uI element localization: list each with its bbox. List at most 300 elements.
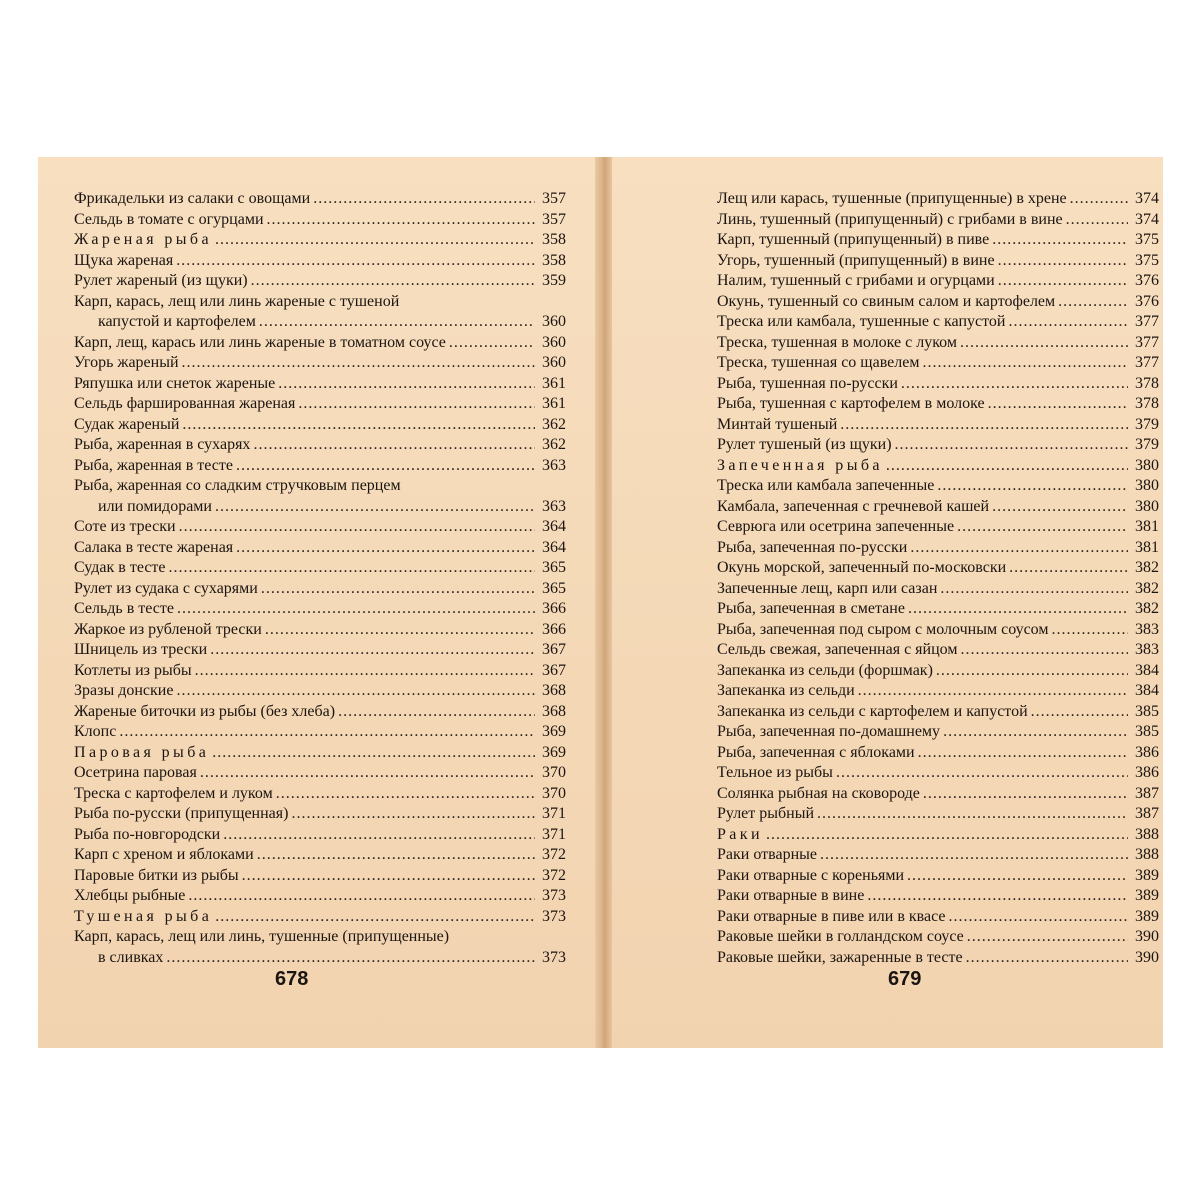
toc-entry xyxy=(717,292,1159,313)
toc-entry xyxy=(74,292,566,313)
toc-entry-title: Рыба по-русски (припущенная) xyxy=(74,805,289,822)
toc-entry-title: Рулет жареный (из щуки) xyxy=(74,272,248,289)
left-toc-list xyxy=(74,189,566,968)
toc-entry xyxy=(717,620,1159,641)
toc-entry-title: Рыба, тушенная с картофелем в молоке xyxy=(717,395,985,412)
dot-leader xyxy=(1058,292,1128,313)
dot-leader xyxy=(949,907,1129,928)
toc-entry-page: 364 xyxy=(542,518,566,535)
toc-entry xyxy=(717,517,1159,538)
toc-entry-page: 379 xyxy=(1135,415,1159,433)
toc-entry-page: 364 xyxy=(542,538,566,556)
toc-entry-page: 382 xyxy=(1135,579,1159,597)
toc-entry-title: Сельдь свежая, запеченная с яйцом xyxy=(717,641,958,658)
toc-entry-page: 363 xyxy=(542,497,566,515)
toc-entry xyxy=(74,435,566,456)
toc-entry xyxy=(717,230,1159,251)
toc-entry-title: Лещ или карась, тушенные (припущенные) в хрене xyxy=(717,190,1067,207)
dot-leader xyxy=(236,538,535,559)
toc-entry-title: Окунь морской, запеченный по-московски xyxy=(717,559,1007,576)
dot-leader xyxy=(943,722,1128,743)
toc-entry-title: Соте из трески xyxy=(74,518,176,535)
toc-entry xyxy=(717,886,1159,907)
dot-leader xyxy=(236,456,535,477)
toc-entry-title: Рыба, запеченная по-русски xyxy=(717,538,908,556)
toc-entry-page: 383 xyxy=(1135,641,1159,658)
dot-leader xyxy=(253,435,535,456)
toc-entry xyxy=(74,394,566,415)
toc-entry-title: Тельное из рыбы xyxy=(717,764,833,781)
toc-entry-page: 381 xyxy=(1135,518,1159,535)
toc-entry-title: Треска, тушенная со щавелем xyxy=(717,354,920,371)
dot-leader xyxy=(886,456,1128,477)
dot-leader xyxy=(313,189,535,210)
dot-leader xyxy=(992,230,1128,251)
toc-entry xyxy=(74,927,566,948)
toc-entry-title: Запеканка из сельди (форшмак) xyxy=(717,661,933,679)
toc-entry xyxy=(74,825,566,846)
toc-entry xyxy=(74,784,566,805)
dot-leader xyxy=(910,538,1128,559)
toc-entry-title: Судак жареный xyxy=(74,415,180,433)
book-spine xyxy=(595,157,612,1048)
dot-leader xyxy=(298,394,535,415)
toc-entry xyxy=(717,681,1159,702)
toc-entry-title: Запеканка из сельди с картофелем и капустой xyxy=(717,702,1028,720)
toc-entry-title: Осетрина паровая xyxy=(74,764,197,781)
toc-entry-page: 387 xyxy=(1135,805,1159,822)
dot-leader xyxy=(836,763,1128,784)
toc-entry xyxy=(74,271,566,292)
dot-leader xyxy=(176,251,535,272)
left-page-number: 678 xyxy=(275,968,309,990)
toc-entry-title: Шницель из трески xyxy=(74,641,208,658)
dot-leader xyxy=(937,476,1128,497)
toc-entry xyxy=(74,886,566,907)
toc-entry-page: 377 xyxy=(1135,333,1159,351)
toc-entry-title: Линь, тушенный (припущенный) с грибами в вине xyxy=(717,210,1063,228)
toc-entry xyxy=(717,804,1159,825)
toc-section-heading xyxy=(74,907,566,928)
dot-leader xyxy=(988,394,1128,415)
toc-entry xyxy=(74,374,566,395)
toc-entry-page: 360 xyxy=(542,333,566,351)
toc-entry-title: Хлебцы рыбные xyxy=(74,887,186,904)
toc-entry-page: 374 xyxy=(1135,210,1159,228)
dot-leader xyxy=(998,271,1128,292)
toc-entry-page: 368 xyxy=(542,682,566,699)
toc-entry-page: 379 xyxy=(1135,436,1159,453)
toc-entry-title: Рыба по-новгородски xyxy=(74,825,221,843)
dot-leader xyxy=(858,681,1128,702)
toc-entry-page: 380 xyxy=(1135,477,1159,494)
toc-entry-page: 358 xyxy=(542,231,566,248)
toc-entry-page: 377 xyxy=(1135,354,1159,371)
dot-leader xyxy=(940,579,1128,600)
toc-entry xyxy=(717,312,1159,333)
toc-entry xyxy=(717,497,1159,518)
dot-leader xyxy=(276,784,535,805)
toc-entry xyxy=(74,189,566,210)
toc-entry-page: 378 xyxy=(1135,395,1159,412)
dot-leader xyxy=(966,948,1128,969)
toc-section-heading xyxy=(74,230,566,251)
toc-entry xyxy=(717,722,1159,743)
toc-entry-title: Карп, карась, лещ или линь, тушенные (припущенные) xyxy=(74,928,450,945)
dot-leader xyxy=(960,640,1128,661)
toc-entry xyxy=(717,907,1159,928)
toc-entry-page: 380 xyxy=(1135,497,1159,515)
toc-entry-page: 361 xyxy=(542,395,566,412)
right-page xyxy=(612,157,1163,1048)
dot-leader xyxy=(840,415,1128,436)
toc-entry-page: 389 xyxy=(1135,887,1159,904)
toc-entry-page: 369 xyxy=(542,723,566,740)
dot-leader xyxy=(179,517,535,538)
toc-entry-page: 383 xyxy=(1135,620,1159,638)
toc-entry-title: Жареные биточки из рыбы (без хлеба) xyxy=(74,702,336,720)
toc-entry-title: Севрюга или осетрина запеченные xyxy=(717,518,955,535)
toc-entry-page: 376 xyxy=(1135,272,1159,289)
toc-entry-title: Судак в тесте xyxy=(74,559,166,576)
dot-leader xyxy=(907,866,1128,887)
toc-entry-title: Налим, тушенный с грибами и огурцами xyxy=(717,272,995,289)
dot-leader xyxy=(998,251,1128,272)
dot-leader xyxy=(166,948,535,969)
open-book xyxy=(38,157,1163,1048)
toc-entry xyxy=(717,661,1159,682)
toc-entry xyxy=(74,517,566,538)
toc-entry xyxy=(74,353,566,374)
toc-entry-page: 360 xyxy=(542,354,566,371)
toc-entry xyxy=(717,271,1159,292)
toc-entry-title: Раки отварные в вине xyxy=(717,887,865,904)
toc-entry-title: Паровые битки из рыбы xyxy=(74,866,239,884)
toc-entry-title: Клопс xyxy=(74,723,117,740)
toc-entry xyxy=(717,476,1159,497)
dot-leader xyxy=(215,230,535,251)
toc-entry-title: Жареная рыба xyxy=(74,231,212,248)
toc-entry-page: 371 xyxy=(542,805,566,822)
dot-leader xyxy=(449,333,535,354)
toc-entry-title: Раковые шейки, зажаренные в тесте xyxy=(717,948,963,966)
dot-leader xyxy=(867,886,1128,907)
toc-entry xyxy=(74,640,566,661)
toc-entry-title: в сливках xyxy=(98,948,164,966)
toc-entry-title: Солянка рыбная на сковороде xyxy=(717,784,920,802)
dot-leader xyxy=(1008,312,1128,333)
right-page-number: 679 xyxy=(888,968,922,990)
toc-entry-page: 388 xyxy=(1135,846,1159,863)
dot-leader xyxy=(820,845,1128,866)
toc-entry xyxy=(717,435,1159,456)
toc-entry-title: Рыба, запеченная в сметане xyxy=(717,600,905,617)
toc-entry xyxy=(717,640,1159,661)
toc-entry-page: 386 xyxy=(1135,743,1159,761)
dot-leader xyxy=(261,579,535,600)
toc-entry-page: 372 xyxy=(542,846,566,863)
toc-entry xyxy=(74,579,566,600)
toc-entry xyxy=(74,476,566,497)
toc-entry-title: Карп, тушенный (припущенный) в пиве xyxy=(717,231,990,248)
toc-entry-page: 385 xyxy=(1135,723,1159,740)
toc-entry xyxy=(74,415,566,436)
dot-leader xyxy=(212,743,535,764)
dot-leader xyxy=(210,640,535,661)
toc-entry-page: 389 xyxy=(1135,866,1159,884)
toc-entry-title: Зразы донские xyxy=(74,682,174,699)
toc-entry xyxy=(74,722,566,743)
toc-entry-title: Треска или камбала запеченные xyxy=(717,477,935,494)
toc-entry xyxy=(74,251,566,272)
dot-leader xyxy=(265,620,535,641)
toc-entry-title: Карп, карась, лещ или линь жареные с тушеной xyxy=(74,292,400,310)
toc-entry-page: 359 xyxy=(542,272,566,289)
toc-entry-title: Треска с картофелем и луком xyxy=(74,784,273,802)
toc-entry-title: Сельдь фаршированная жареная xyxy=(74,395,296,412)
dot-leader xyxy=(908,599,1128,620)
toc-entry-title: Рыба, тушенная по-русски xyxy=(717,374,898,392)
toc-entry-page: 361 xyxy=(542,374,566,392)
toc-entry xyxy=(717,927,1159,948)
toc-entry-page: 384 xyxy=(1135,661,1159,679)
toc-entry-page: 381 xyxy=(1135,538,1159,556)
dot-leader xyxy=(278,374,535,395)
toc-entry-title: Камбала, запеченная с гречневой кашей xyxy=(717,497,990,515)
dot-leader xyxy=(918,743,1128,764)
toc-entry-page: 367 xyxy=(542,661,566,679)
toc-entry-title: Ряпушка или снеток жареные xyxy=(74,374,276,392)
dot-leader xyxy=(177,599,535,620)
toc-entry-title: Раки отварные xyxy=(717,846,817,863)
dot-leader xyxy=(936,661,1128,682)
toc-entry xyxy=(74,702,566,723)
toc-entry xyxy=(717,374,1159,395)
toc-entry xyxy=(717,784,1159,805)
toc-entry-page: 390 xyxy=(1135,948,1159,966)
toc-entry-page: 366 xyxy=(542,620,566,638)
toc-entry xyxy=(717,558,1159,579)
dot-leader xyxy=(960,333,1128,354)
dot-leader xyxy=(992,497,1128,518)
toc-entry-title: Треска или камбала, тушенные с капустой xyxy=(717,313,1006,330)
toc-entry xyxy=(717,333,1159,354)
toc-entry xyxy=(717,189,1159,210)
dot-leader xyxy=(251,271,535,292)
toc-entry xyxy=(717,210,1159,231)
toc-entry-title: Запеченная рыба xyxy=(717,456,883,474)
toc-entry-page: 366 xyxy=(542,600,566,617)
toc-entry-page: 365 xyxy=(542,579,566,597)
toc-entry-title: Треска, тушенная в молоке с луком xyxy=(717,333,957,351)
toc-entry xyxy=(717,538,1159,559)
toc-entry-title: Рыба, жаренная со сладким стручковым перцем xyxy=(74,477,401,494)
toc-entry xyxy=(717,251,1159,272)
toc-entry-page: 375 xyxy=(1135,251,1159,269)
toc-entry-page: 373 xyxy=(542,948,566,966)
toc-entry-title: Раки xyxy=(717,825,763,843)
toc-section-heading xyxy=(717,825,1159,846)
toc-entry-page: 385 xyxy=(1135,702,1159,720)
toc-entry-page: 390 xyxy=(1135,928,1159,945)
toc-entry-page: 369 xyxy=(542,743,566,761)
toc-entry xyxy=(74,866,566,887)
dot-leader xyxy=(923,784,1128,805)
toc-entry-title: Рыба, запеченная с яблоками xyxy=(717,743,915,761)
toc-entry-title: Карп, лещ, карась или линь жареные в томатном соусе xyxy=(74,333,446,351)
toc-entry-title: Раки отварные в пиве или в квасе xyxy=(717,907,946,925)
dot-leader xyxy=(1031,702,1128,723)
dot-leader xyxy=(895,435,1128,456)
toc-entry-title: Сельдь в тесте xyxy=(74,600,174,617)
toc-entry-title: Раковые шейки в голландском соусе xyxy=(717,928,964,945)
dot-leader xyxy=(267,210,535,231)
toc-entry xyxy=(74,599,566,620)
toc-entry xyxy=(717,415,1159,436)
toc-entry xyxy=(74,845,566,866)
dot-leader xyxy=(200,763,535,784)
toc-section-heading xyxy=(74,743,566,764)
toc-entry-title: Окунь, тушенный со свиным салом и картофелем xyxy=(717,292,1056,310)
toc-entry xyxy=(74,948,566,969)
toc-entry-title: Тушеная рыба xyxy=(74,907,213,925)
toc-entry-title: Рулет рыбный xyxy=(717,805,815,822)
toc-entry-page: 368 xyxy=(542,702,566,720)
toc-entry-title: Фрикадельки из салаки с овощами xyxy=(74,190,311,207)
toc-entry xyxy=(717,866,1159,887)
toc-entry-page: 373 xyxy=(542,887,566,904)
toc-entry-page: 386 xyxy=(1135,764,1159,781)
toc-entry-title: Рыба, жаренная в сухарях xyxy=(74,436,251,453)
dot-leader xyxy=(176,681,535,702)
dot-leader xyxy=(1052,620,1129,641)
toc-entry-title: Минтай тушеный xyxy=(717,415,838,433)
toc-entry xyxy=(717,948,1159,969)
dot-leader xyxy=(195,661,535,682)
toc-entry xyxy=(717,599,1159,620)
toc-section-heading xyxy=(717,456,1159,477)
toc-entry xyxy=(74,210,566,231)
dot-leader xyxy=(766,825,1128,846)
toc-entry-title: Угорь жареный xyxy=(74,354,179,371)
toc-entry-title: Салака в тесте жареная xyxy=(74,538,234,556)
toc-entry-page: 358 xyxy=(542,251,566,269)
dot-leader xyxy=(967,927,1128,948)
toc-entry-page: 357 xyxy=(542,190,566,207)
toc-entry-page: 360 xyxy=(542,313,566,330)
dot-leader xyxy=(182,353,535,374)
toc-entry xyxy=(74,312,566,333)
toc-entry-page: 380 xyxy=(1135,456,1159,474)
dot-leader xyxy=(922,353,1128,374)
toc-entry-title: Запеченные лещ, карп или сазан xyxy=(717,579,938,597)
toc-entry-page: 362 xyxy=(542,415,566,433)
toc-entry xyxy=(717,845,1159,866)
dot-leader xyxy=(291,804,535,825)
toc-entry xyxy=(717,702,1159,723)
toc-entry xyxy=(717,394,1159,415)
dot-leader xyxy=(338,702,535,723)
dot-leader xyxy=(215,907,535,928)
dot-leader xyxy=(1066,210,1128,231)
toc-entry-title: Запеканка из сельди xyxy=(717,682,855,699)
toc-entry-page: 363 xyxy=(542,456,566,474)
toc-entry-page: 367 xyxy=(542,641,566,658)
toc-entry-title: Рыба, жаренная в тесте xyxy=(74,456,233,474)
toc-entry xyxy=(717,579,1159,600)
toc-entry-page: 373 xyxy=(542,907,566,925)
toc-entry-page: 374 xyxy=(1135,190,1159,207)
toc-entry-title: капустой и картофелем xyxy=(98,313,256,330)
toc-entry-page: 372 xyxy=(542,866,566,884)
toc-entry-page: 387 xyxy=(1135,784,1159,802)
toc-entry xyxy=(74,620,566,641)
toc-entry xyxy=(74,538,566,559)
toc-entry-page: 357 xyxy=(542,210,566,228)
toc-entry xyxy=(74,661,566,682)
dot-leader xyxy=(215,497,535,518)
toc-entry-page: 382 xyxy=(1135,600,1159,617)
toc-entry-title: Раки отварные с кореньями xyxy=(717,866,905,884)
dot-leader xyxy=(119,722,535,743)
dot-leader xyxy=(188,886,535,907)
right-toc-list xyxy=(717,189,1159,968)
toc-entry-page: 389 xyxy=(1135,907,1159,925)
toc-entry-title: Рулет из судака с сухарями xyxy=(74,579,258,597)
toc-entry-title: Рулет тушеный (из щуки) xyxy=(717,436,892,453)
toc-entry-page: 375 xyxy=(1135,231,1159,248)
toc-entry-page: 371 xyxy=(542,825,566,843)
toc-entry-page: 388 xyxy=(1135,825,1159,843)
dot-leader xyxy=(257,845,535,866)
toc-entry-page: 377 xyxy=(1135,313,1159,330)
toc-entry-title: Жаркое из рубленой трески xyxy=(74,620,262,638)
toc-entry xyxy=(717,743,1159,764)
dot-leader xyxy=(223,825,535,846)
toc-entry xyxy=(74,333,566,354)
toc-entry-title: Рыба, запеченная по-домашнему xyxy=(717,723,941,740)
toc-entry-title: Угорь, тушенный (припущенный) в вине xyxy=(717,251,995,269)
left-page xyxy=(38,157,595,1048)
toc-entry-page: 365 xyxy=(542,559,566,576)
toc-entry xyxy=(717,763,1159,784)
dot-leader xyxy=(901,374,1128,395)
toc-entry-title: Сельдь в томате с огурцами xyxy=(74,210,264,228)
dot-leader xyxy=(1009,558,1128,579)
toc-entry-page: 378 xyxy=(1135,374,1159,392)
toc-entry-title: или помидорами xyxy=(98,497,212,515)
dot-leader xyxy=(182,415,535,436)
dot-leader xyxy=(169,558,535,579)
toc-entry-title: Котлеты из рыбы xyxy=(74,661,192,679)
toc-entry-title: Щука жареная xyxy=(74,251,174,269)
toc-entry-title: Карп с хреном и яблоками xyxy=(74,846,254,863)
toc-entry-title: Паровая рыба xyxy=(74,743,210,761)
toc-entry xyxy=(74,456,566,477)
toc-entry xyxy=(74,497,566,518)
dot-leader xyxy=(1070,189,1128,210)
toc-entry-page: 382 xyxy=(1135,559,1159,576)
toc-entry-title: Рыба, запеченная под сыром с молочным соусом xyxy=(717,620,1049,638)
toc-entry-page: 370 xyxy=(542,784,566,802)
toc-entry-page: 370 xyxy=(542,764,566,781)
dot-leader xyxy=(957,517,1128,538)
toc-entry-page: 362 xyxy=(542,436,566,453)
toc-entry xyxy=(74,558,566,579)
toc-entry-page: 384 xyxy=(1135,682,1159,699)
toc-entry xyxy=(717,353,1159,374)
toc-entry xyxy=(74,763,566,784)
